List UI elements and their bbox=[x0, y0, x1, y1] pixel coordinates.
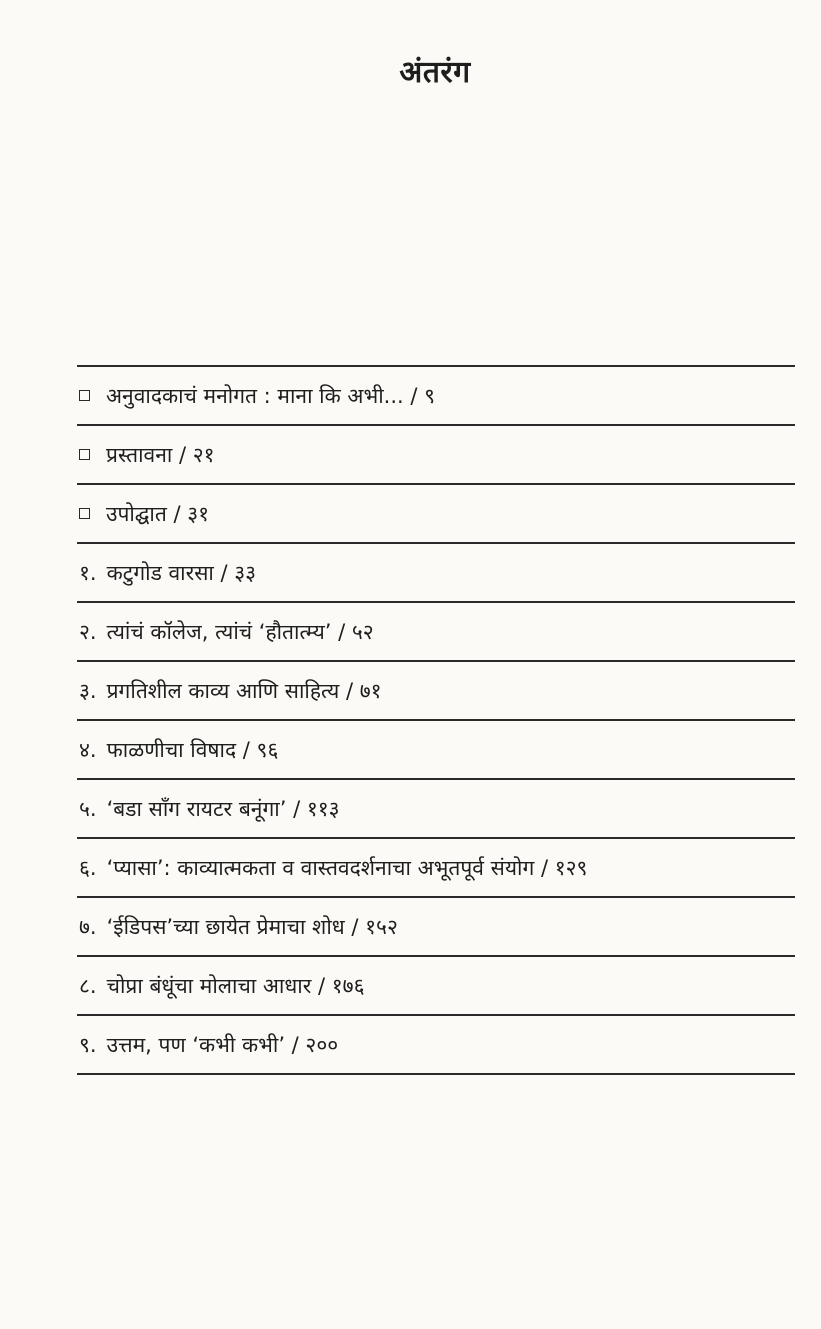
toc-entry bbox=[77, 839, 795, 898]
square-bullet-icon bbox=[79, 390, 90, 401]
square-bullet-icon bbox=[79, 449, 90, 460]
toc-entry bbox=[77, 426, 795, 485]
chapter-title: प्रस्तावना / २१ bbox=[106, 442, 215, 467]
chapter-title: ‘ईडिपस’च्या छायेत प्रेमाचा शोध / १५२ bbox=[106, 914, 398, 939]
chapter-number: ४. bbox=[79, 737, 97, 762]
toc-entry bbox=[77, 780, 795, 839]
chapter-title: प्रगतिशील काव्य आणि साहित्य / ७१ bbox=[106, 678, 382, 703]
chapter-title: ‘प्यासा’: काव्यात्मकता व वास्तवदर्शनाचा अभूतपूर्व संयोग / १२९ bbox=[106, 855, 588, 880]
chapter-number: ५. bbox=[79, 796, 97, 821]
toc-entry bbox=[77, 898, 795, 957]
toc-entry bbox=[77, 1016, 795, 1075]
square-bullet-icon bbox=[79, 508, 90, 519]
chapter-number: ८. bbox=[79, 973, 97, 998]
chapter-title: फाळणीचा विषाद / ९६ bbox=[106, 737, 279, 762]
toc-entry bbox=[77, 721, 795, 780]
chapter-title: उपोद्घात / ३१ bbox=[106, 501, 210, 526]
toc-entry bbox=[77, 662, 795, 721]
toc-entry bbox=[77, 367, 795, 426]
chapter-number: ७. bbox=[79, 914, 97, 939]
chapter-number: ९. bbox=[79, 1032, 97, 1057]
chapter-number: ६. bbox=[79, 855, 97, 880]
chapter-number: १. bbox=[79, 560, 97, 585]
chapter-title: अनुवादकाचं मनोगत : माना कि अभी... / ९ bbox=[106, 383, 436, 408]
table-of-contents bbox=[77, 365, 795, 1075]
chapter-title: उत्तम, पण ‘कभी कभी’ / २०० bbox=[106, 1032, 339, 1057]
chapter-number: २. bbox=[79, 619, 97, 644]
toc-entry bbox=[77, 544, 795, 603]
chapter-title: ‘बडा साँग रायटर बनूंगा’ / ११३ bbox=[106, 796, 340, 821]
toc-entry bbox=[77, 603, 795, 662]
toc-entry bbox=[77, 485, 795, 544]
toc-entry bbox=[77, 957, 795, 1016]
chapter-title: त्यांचं कॉलेज, त्यांचं ‘हौतात्म्य’ / ५२ bbox=[106, 619, 374, 644]
chapter-number: ३. bbox=[79, 678, 97, 703]
chapter-title: कटुगोड वारसा / ३३ bbox=[106, 560, 257, 585]
page-title: अंतरंग bbox=[399, 55, 471, 90]
chapter-title: चोप्रा बंधूंचा मोलाचा आधार / १७६ bbox=[106, 973, 365, 998]
